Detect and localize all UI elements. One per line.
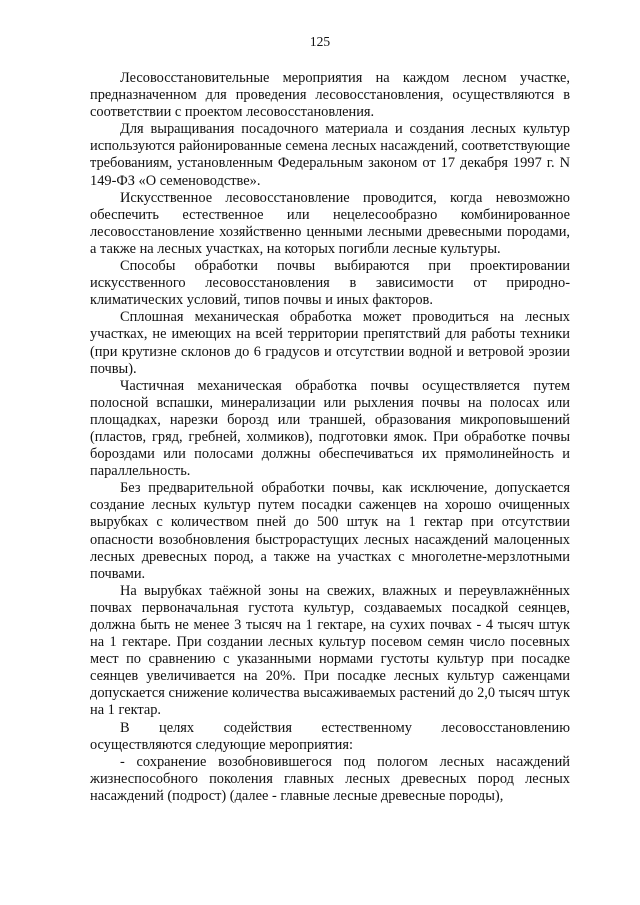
paragraph: Лесовосстановительные мероприятия на каждом лесном участке, предназначенном для проведения лесовосстановления, осуществляются в соответствии с проектом лесовосстановления. [90,70,570,121]
paragraph: - сохранение возобновившегося под пологом лесных насаждений жизнеспособного поколения главных лесных древесных пород лесных насаждений (подрост) (далее - главные лесные древесные породы), [90,753,570,804]
paragraph: Для выращивания посадочного материала и создания лесных культур используются районированные семена лесных насаждений, соответствующие требованиям, установленным Федеральным законом от 17 декабря 1997 г. N 149-ФЗ «О семеноводстве». [90,121,570,189]
paragraph: Сплошная механическая обработка может проводиться на лесных участках, не имеющих на всей территории препятствий для работы техники (при крутизне склонов до 6 градусов и отсутствии водной и ветровой эрозии почвы). [90,309,570,377]
paragraph: Способы обработки почвы выбираются при проектировании искусственного лесовосстановления в зависимости от природно-климатических условий, типов почвы и иных факторов. [90,258,570,309]
paragraph: Частичная механическая обработка почвы осуществляется путем полосной вспашки, минерализации или рыхления почвы на полосах или площадках, нарезки борозд или траншей, образования микроповышений (пластов, гряд, гребней, холмиков), подготовки ямок. При обработке почвы бороздами или полосами должны обеспечиваться их прямолинейность и параллельность. [90,377,570,480]
paragraph: В целях содействия естественному лесовосстановлению осуществляются следующие мероприятия: [90,719,570,753]
paragraph: Без предварительной обработки почвы, как исключение, допускается создание лесных культур путем посадки саженцев на хорошо очищенных вырубках с количеством пней до 500 штук на 1 гектар при отсутствии опасности возобновления быстрорастущих лесных насаждений малоценных лесных древесных пород, а также на участках с многолетне-мерзлотными почвами. [90,480,570,582]
document-body [90,70,570,805]
page-number: 125 [309,34,331,49]
paragraph: Искусственное лесовосстановление проводится, когда невозможно обеспечить естественное или нецелесообразно комбинированное лесовосстановление хозяйственно ценными лесными древесными породами, а также на лесных участках, на которых погибли лесные культуры. [90,189,570,257]
paragraph: На вырубках таёжной зоны на свежих, влажных и переувлажнённых почвах первоначальная густота культур, создаваемых посадкой сеянцев, должна быть не менее 3 тысяч на 1 гектаре, на сухих почвах - 4 тысяч штук на 1 гектаре. При создании лесных культур посевом семян число посевных мест по сравнению с указанными нормами густоты культур при посадке сеянцев увеличивается на 20%. При посадке лесных культур саженцами допускается снижение количества высаживаемых растений до 2,0 тысяч штук на 1 гектар. [90,582,570,719]
